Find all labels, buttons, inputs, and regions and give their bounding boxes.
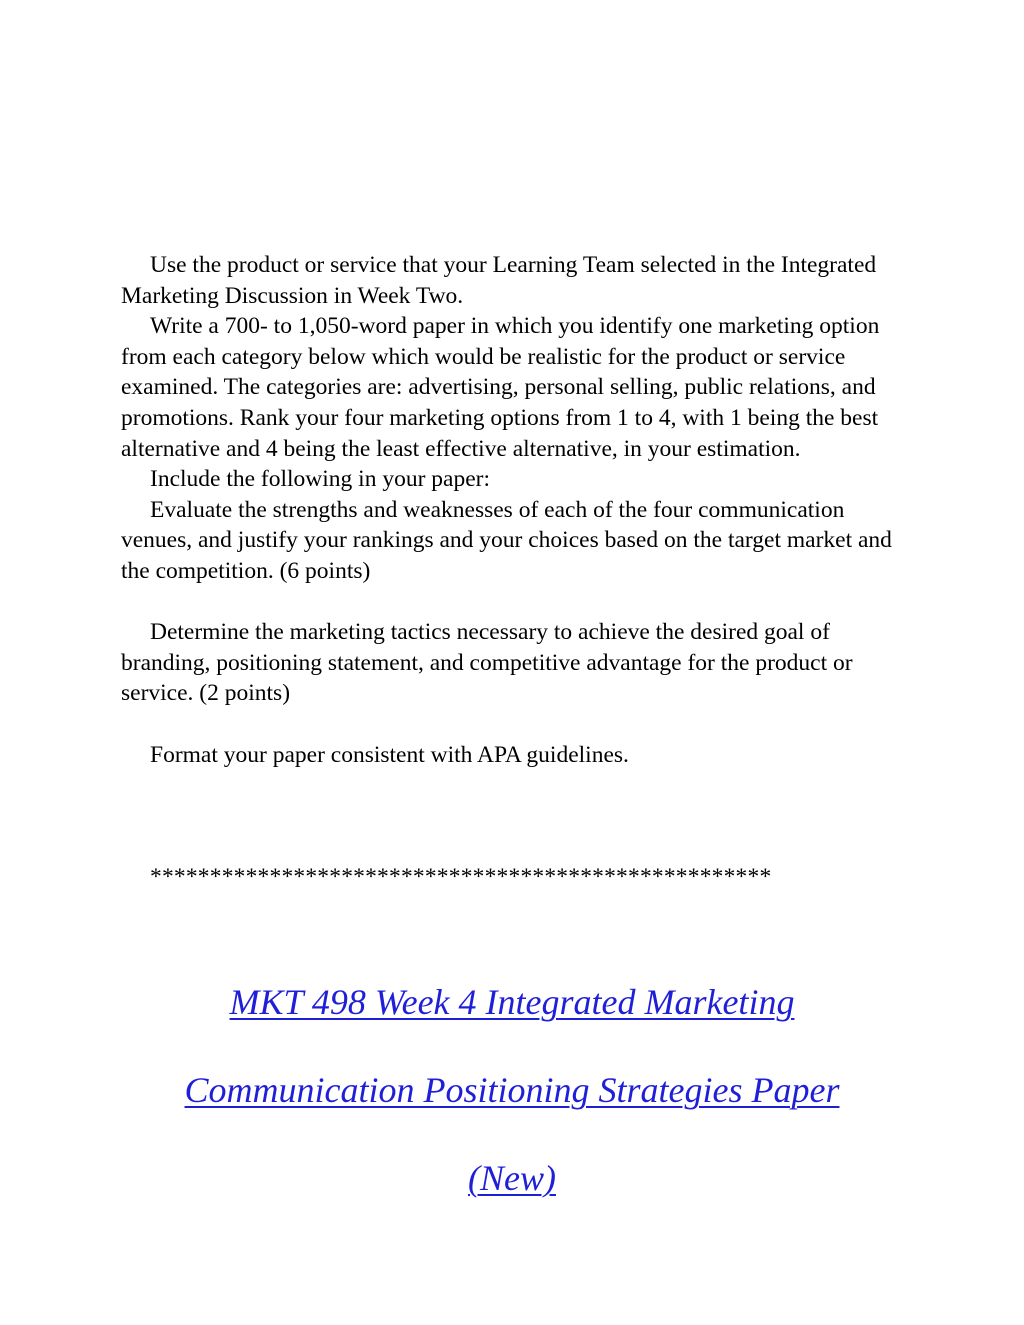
- paragraph-marketing-tactics: Determine the marketing tactics necessary to achieve the desired goal of branding, positioning statement, and competitive advantage for the product or service. (2 points): [121, 619, 853, 707]
- paragraph-spacer: [121, 709, 911, 740]
- paragraph-product-selection: Use the product or service that your Learning Team selected in the Integrated Marketing Discussion in Week Two.: [121, 252, 877, 309]
- course-link-part-1[interactable]: MKT 498 Week 4 Integrated Marketing: [229, 982, 795, 1022]
- paragraph-apa-format: Format your paper consistent with APA guidelines.: [150, 741, 629, 768]
- link-title-line-2: [0, 1046, 1024, 1134]
- course-link-title: [0, 958, 1024, 1222]
- course-link-part-3[interactable]: (New): [468, 1158, 556, 1198]
- link-title-line-1: [0, 958, 1024, 1046]
- link-title-line-3: [0, 1134, 1024, 1222]
- assignment-text: [121, 250, 911, 770]
- paragraph-spacer: [121, 587, 911, 618]
- paragraph-paper-instructions: Write a 700- to 1,050-word paper in which you identify one marketing option from each category below which would be realistic for the product or service examined. The categories are: advertising, personal selling, public relations, and promotions. Rank your four marketing options from 1 to 4, with 1 being the best alternative and 4 being the least effective alternative, in your estimation.: [121, 313, 880, 462]
- paragraph-evaluate-strengths: Evaluate the strengths and weaknesses of each of the four communication venues, and justify your rankings and your choices based on the target market and the competition. (6 points): [121, 496, 892, 584]
- course-link-part-2[interactable]: Communication Positioning Strategies Paper: [184, 1070, 840, 1110]
- paragraph-include-following: Include the following in your paper:: [150, 466, 491, 493]
- asterisk-separator: ****************************************************: [150, 864, 772, 890]
